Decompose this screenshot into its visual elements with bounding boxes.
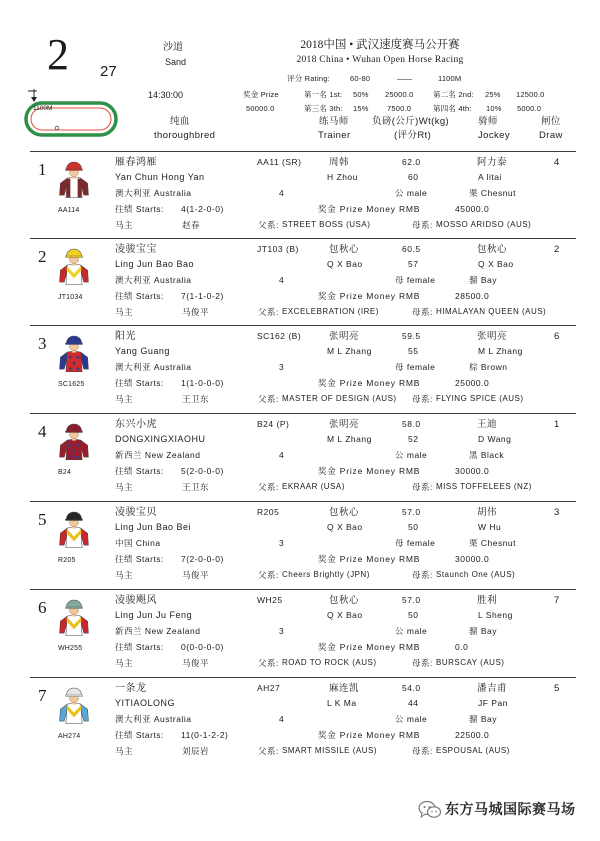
horse-starts: 5(2-0-0-0): [181, 466, 224, 476]
jockey-name-en: W Hu: [478, 522, 502, 532]
jockey-name-cn: 胡伟: [477, 507, 498, 518]
horse-name-en: Yan Chun Hong Yan: [115, 172, 205, 182]
track-diagram-icon: [22, 88, 120, 138]
horse-starts: 1(1-0-0-0): [181, 378, 224, 388]
trainer-name-cn: 周韩: [329, 157, 350, 168]
surface-cn: 沙道: [163, 42, 183, 53]
prize-place-1-pct: 50%: [353, 90, 369, 99]
race-title-cn: 2018中国 • 武汉速度赛马公开赛: [300, 39, 460, 51]
horse-color: 栗 Chesnut: [469, 538, 517, 548]
prize-place-1-label: 第一名 1st:: [304, 90, 343, 99]
prize-place-2-amount: 12500.0: [516, 90, 545, 99]
draw-number: 4: [554, 157, 560, 168]
race-distance: 1100M: [438, 74, 462, 83]
jockey-name-cn: 包秋心: [477, 244, 508, 255]
carried-weight: 62.0: [402, 157, 421, 167]
draw-number: 3: [554, 507, 560, 518]
dam-label: 母系:: [412, 307, 433, 317]
horse-name-cn: 阳光: [115, 331, 136, 342]
horse-brand: B24 (P): [257, 419, 290, 429]
jockey-silks-icon: [57, 418, 91, 464]
trainer-name-cn: 张明亮: [329, 331, 360, 342]
runner-entry-5: [0, 501, 600, 589]
trainer-name-en: M L Zhang: [327, 346, 372, 356]
jockey-name-en: D Wang: [478, 434, 512, 444]
horse-prize-money: 25000.0: [455, 378, 490, 388]
horse-prize-money: 45000.0: [455, 204, 490, 214]
column-draw-cn: 闸位: [541, 116, 561, 127]
draw-number: 7: [554, 595, 560, 606]
prize-money-label: 奖金 Prize Money RMB: [318, 466, 421, 476]
column-breed-en: thoroughbred: [154, 130, 216, 141]
trainer-name-en: M L Zhang: [327, 434, 372, 444]
entry-divider: [30, 325, 576, 326]
runner-number: 5: [38, 510, 47, 529]
prize-money-label: 奖金 Prize Money RMB: [318, 730, 421, 740]
prize-place-3-amount: 7500.0: [387, 104, 412, 113]
horse-owner: 马俊平: [182, 307, 210, 317]
horse-name-en: DONGXINGXIAOHU: [115, 434, 206, 444]
horse-name-cn: 凌骏宝宝: [115, 244, 157, 255]
column-trainer-en: Trainer: [318, 130, 351, 141]
horse-starts: 0(0-0-0-0): [181, 642, 224, 652]
jockey-name-cn: 阿力泰: [477, 157, 508, 168]
horse-dam: HIMALAYAN QUEEN (AUS): [436, 307, 547, 316]
jockey-silks-icon: [57, 156, 91, 202]
runner-entry-4: [0, 413, 600, 501]
horse-starts: 7(2-0-0-0): [181, 554, 224, 564]
jockey-name-cn: 胜利: [477, 595, 498, 606]
carried-weight: 54.0: [402, 683, 421, 693]
prize-place-2-pct: 25%: [485, 90, 501, 99]
carried-weight: 58.0: [402, 419, 421, 429]
horse-name-cn: 东兴小虎: [115, 419, 157, 430]
horse-age: 3: [279, 362, 285, 372]
silks-code: SC1625: [58, 381, 85, 388]
dam-label: 母系:: [412, 482, 433, 492]
trainer-name-en: L K Ma: [327, 698, 357, 708]
jockey-name-cn: 王迪: [477, 419, 498, 430]
race-time: 14:30:00: [148, 90, 184, 100]
horse-rating: 60: [408, 172, 419, 182]
horse-brand: SC162 (B): [257, 331, 302, 341]
entry-divider: [30, 238, 576, 239]
horse-name-cn: 凌骏宝贝: [115, 507, 157, 518]
horse-brand: AA11 (SR): [257, 157, 302, 167]
jockey-name-en: L Sheng: [478, 610, 513, 620]
horse-owner: 王卫东: [182, 394, 210, 404]
trainer-name-cn: 包秋心: [329, 595, 360, 606]
horse-starts: 11(0-1-2-2): [181, 730, 229, 740]
silks-code: R205: [58, 557, 76, 564]
runner-entry-6: [0, 589, 600, 677]
prize-place-4-pct: 10%: [486, 104, 502, 113]
horse-brand: R205: [257, 507, 280, 517]
starts-label: 往绩 Starts:: [115, 554, 164, 564]
horse-name-en: YITIAOLONG: [115, 698, 176, 708]
dam-label: 母系:: [412, 570, 433, 580]
rating-range: 60-80: [350, 74, 371, 83]
horse-dam: BURSCAY (AUS): [436, 658, 505, 667]
horse-prize-money: 28500.0: [455, 291, 490, 301]
owner-label: 马主: [115, 220, 134, 230]
horse-age: 3: [279, 538, 285, 548]
runner-entry-1: [0, 151, 600, 239]
starts-label: 往绩 Starts:: [115, 466, 164, 476]
sire-label: 父系:: [258, 482, 279, 492]
horse-age: 4: [279, 450, 285, 460]
owner-label: 马主: [115, 746, 134, 756]
column-trainer-cn: 练马师: [319, 116, 349, 127]
trainer-name-en: Q X Bao: [327, 522, 363, 532]
carried-weight: 60.5: [402, 244, 421, 254]
horse-starts: 7(1-1-0-2): [181, 291, 224, 301]
starts-label: 往绩 Starts:: [115, 291, 164, 301]
trainer-name-cn: 麻连凯: [329, 683, 360, 694]
owner-label: 马主: [115, 570, 134, 580]
sire-label: 父系:: [258, 746, 279, 756]
column-rating-en: (评分Rt): [394, 130, 432, 141]
horse-country: 澳大利亚 Australia: [115, 275, 192, 285]
runner-entry-3: [0, 325, 600, 413]
jockey-silks-icon: [57, 506, 91, 552]
jockey-name-en: A litai: [478, 172, 502, 182]
track-distance-label: 1100M: [33, 105, 53, 112]
jockey-silks-icon: [57, 594, 91, 640]
draw-number: 5: [554, 683, 560, 694]
trainer-name-cn: 包秋心: [329, 507, 360, 518]
horse-name-en: Ling Jun Bao Bei: [115, 522, 192, 532]
trainer-name-en: Q X Bao: [327, 610, 363, 620]
sire-label: 父系:: [258, 570, 279, 580]
entry-divider: [30, 677, 576, 678]
jockey-name-en: M L Zhang: [478, 346, 523, 356]
prize-place-4-label: 第四名 4th:: [433, 104, 472, 113]
owner-label: 马主: [115, 307, 134, 317]
race-number: 2: [47, 30, 69, 79]
horse-prize-money: 0.0: [455, 642, 469, 652]
dam-label: 母系:: [412, 220, 433, 230]
horse-rating: 50: [408, 522, 419, 532]
jockey-silks-icon: [57, 330, 91, 376]
trainer-name-cn: 张明亮: [329, 419, 360, 430]
jockey-name-en: JF Pan: [478, 698, 508, 708]
horse-age: 4: [279, 714, 285, 724]
column-jockey-en: Jockey: [478, 130, 510, 141]
horse-owner: 马俊平: [182, 570, 210, 580]
horse-name-cn: 雁春鸿雁: [115, 157, 157, 168]
starts-label: 往绩 Starts:: [115, 204, 164, 214]
horse-prize-money: 22500.0: [455, 730, 490, 740]
horse-sex: 母 female: [395, 362, 436, 372]
runner-number: 7: [38, 686, 47, 705]
runner-number: 4: [38, 422, 47, 441]
silks-code: AA114: [58, 207, 80, 214]
rating-dash: ——: [397, 74, 413, 83]
horse-rating: 50: [408, 610, 419, 620]
sire-label: 父系:: [258, 307, 279, 317]
column-breed-cn: 纯血: [170, 116, 190, 127]
sire-label: 父系:: [258, 220, 279, 230]
horse-sire: STREET BOSS (USA): [282, 220, 371, 229]
sire-label: 父系:: [258, 394, 279, 404]
horse-age: 4: [279, 275, 285, 285]
carried-weight: 57.0: [402, 507, 421, 517]
horse-dam: FLYING SPICE (AUS): [436, 394, 524, 403]
entry-divider: [30, 413, 576, 414]
horse-name-en: Yang Guang: [115, 346, 170, 356]
horse-brand: JT103 (B): [257, 244, 299, 254]
entry-divider: [30, 501, 576, 502]
horse-name-cn: 凌骏飓风: [115, 595, 157, 606]
jockey-silks-icon: [57, 243, 91, 289]
horse-color: 棕 Brown: [469, 362, 508, 372]
horse-color: 骝 Bay: [469, 626, 498, 636]
horse-country: 澳大利亚 Australia: [115, 362, 192, 372]
horse-sex: 公 male: [395, 450, 428, 460]
runner-number: 3: [38, 334, 47, 353]
horse-sex: 母 female: [395, 538, 436, 548]
runner-number: 1: [38, 160, 47, 179]
horse-rating: 52: [408, 434, 419, 444]
horse-country: 新西兰 New Zealand: [115, 626, 201, 636]
entry-divider: [30, 151, 576, 152]
entry-divider: [30, 589, 576, 590]
horse-owner: 赵春: [182, 220, 201, 230]
horse-prize-money: 30000.0: [455, 554, 490, 564]
prize-place-4-amount: 5000.0: [517, 104, 542, 113]
horse-brand: WH25: [257, 595, 283, 605]
jockey-name-cn: 潘吉甫: [477, 683, 508, 694]
prize-place-1-amount: 25000.0: [385, 90, 414, 99]
prize-place-3-label: 第三名 3th:: [304, 104, 343, 113]
runner-entry-7: [0, 677, 600, 765]
owner-label: 马主: [115, 658, 134, 668]
race-title-en: 2018 China • Wuhan Open Horse Racing: [296, 55, 464, 65]
prize-label: 奖金 Prize: [243, 90, 279, 99]
column-weight-cn: 负磅(公斤)Wt(kg): [372, 116, 450, 127]
horse-sire: EKRAAR (USA): [282, 482, 345, 491]
runner-number: 6: [38, 598, 47, 617]
horse-prize-money: 30000.0: [455, 466, 490, 476]
horse-owner: 刘辰岩: [182, 746, 210, 756]
horse-age: 4: [279, 188, 285, 198]
prize-money-label: 奖金 Prize Money RMB: [318, 642, 421, 652]
horse-brand: AH27: [257, 683, 281, 693]
horse-name-cn: 一条龙: [115, 683, 147, 694]
silks-code: AH274: [58, 733, 81, 740]
owner-label: 马主: [115, 394, 134, 404]
horse-sire: MASTER OF DESIGN (AUS): [282, 394, 397, 403]
horse-dam: Staunch One (AUS): [436, 570, 516, 579]
carried-weight: 57.0: [402, 595, 421, 605]
horse-country: 澳大利亚 Australia: [115, 714, 192, 724]
runner-number: 2: [38, 247, 47, 266]
horse-sex: 母 female: [395, 275, 436, 285]
horse-rating: 44: [408, 698, 419, 708]
prize-place-2-label: 第二名 2nd:: [433, 90, 474, 99]
trainer-name-en: Q X Bao: [327, 259, 363, 269]
dam-label: 母系:: [412, 658, 433, 668]
horse-country: 新西兰 New Zealand: [115, 450, 201, 460]
horse-sire: SMART MISSILE (AUS): [282, 746, 377, 755]
starts-label: 往绩 Starts:: [115, 730, 164, 740]
horse-sire: ROAD TO ROCK (AUS): [282, 658, 377, 667]
jockey-silks-icon: [57, 682, 91, 728]
draw-number: 6: [554, 331, 560, 342]
horse-dam: MOSSO ARIDSO (AUS): [436, 220, 532, 229]
starts-label: 往绩 Starts:: [115, 378, 164, 388]
watermark-text: 东方马城国际赛马场: [445, 801, 576, 817]
horse-dam: MISS TOFFELEES (NZ): [436, 482, 532, 491]
carried-weight: 59.5: [402, 331, 421, 341]
horse-owner: 王卫东: [182, 482, 210, 492]
sire-label: 父系:: [258, 658, 279, 668]
horse-color: 黑 Black: [469, 450, 505, 460]
starts-label: 往绩 Starts:: [115, 642, 164, 652]
horse-age: 3: [279, 626, 285, 636]
silks-code: JT1034: [58, 294, 83, 301]
horse-starts: 4(1-2-0-0): [181, 204, 224, 214]
prize-place-3-pct: 15%: [353, 104, 369, 113]
horse-country: 中国 China: [115, 538, 161, 548]
surface-en: Sand: [165, 57, 187, 67]
dam-label: 母系:: [412, 394, 433, 404]
race-sub-number: 27: [100, 63, 117, 80]
prize-money-label: 奖金 Prize Money RMB: [318, 378, 421, 388]
horse-color: 骝 Bay: [469, 275, 498, 285]
jockey-name-en: Q X Bao: [478, 259, 514, 269]
trainer-name-en: H Zhou: [327, 172, 358, 182]
prize-money-label: 奖金 Prize Money RMB: [318, 204, 421, 214]
dam-label: 母系:: [412, 746, 433, 756]
owner-label: 马主: [115, 482, 134, 492]
prize-total: 50000.0: [246, 104, 275, 113]
horse-name-en: Ling Jun Ju Feng: [115, 610, 193, 620]
silks-code: WH255: [58, 645, 83, 652]
horse-name-en: Ling Jun Bao Bao: [115, 259, 195, 269]
horse-sire: EXCELEBRATION (IRE): [282, 307, 379, 316]
jockey-name-cn: 张明亮: [477, 331, 508, 342]
horse-rating: 57: [408, 259, 419, 269]
column-jockey-cn: 骑师: [478, 116, 498, 127]
horse-rating: 55: [408, 346, 419, 356]
horse-sex: 公 male: [395, 714, 428, 724]
horse-color: 栗 Chesnut: [469, 188, 517, 198]
prize-money-label: 奖金 Prize Money RMB: [318, 291, 421, 301]
trainer-name-cn: 包秋心: [329, 244, 360, 255]
draw-number: 2: [554, 244, 560, 255]
horse-color: 骝 Bay: [469, 714, 498, 724]
wechat-icon: [418, 800, 442, 820]
runner-entry-2: [0, 238, 600, 326]
horse-dam: ESPOUSAL (AUS): [436, 746, 510, 755]
draw-number: 1: [554, 419, 560, 430]
prize-money-label: 奖金 Prize Money RMB: [318, 554, 421, 564]
column-draw-en: Draw: [539, 130, 563, 141]
horse-sex: 公 male: [395, 188, 428, 198]
horse-country: 澳大利亚 Australia: [115, 188, 192, 198]
horse-owner: 马俊平: [182, 658, 210, 668]
horse-sire: Cheers Brightly (JPN): [282, 570, 370, 579]
rating-label: 评分 Rating:: [287, 74, 330, 83]
silks-code: B24: [58, 469, 72, 476]
horse-sex: 公 male: [395, 626, 428, 636]
